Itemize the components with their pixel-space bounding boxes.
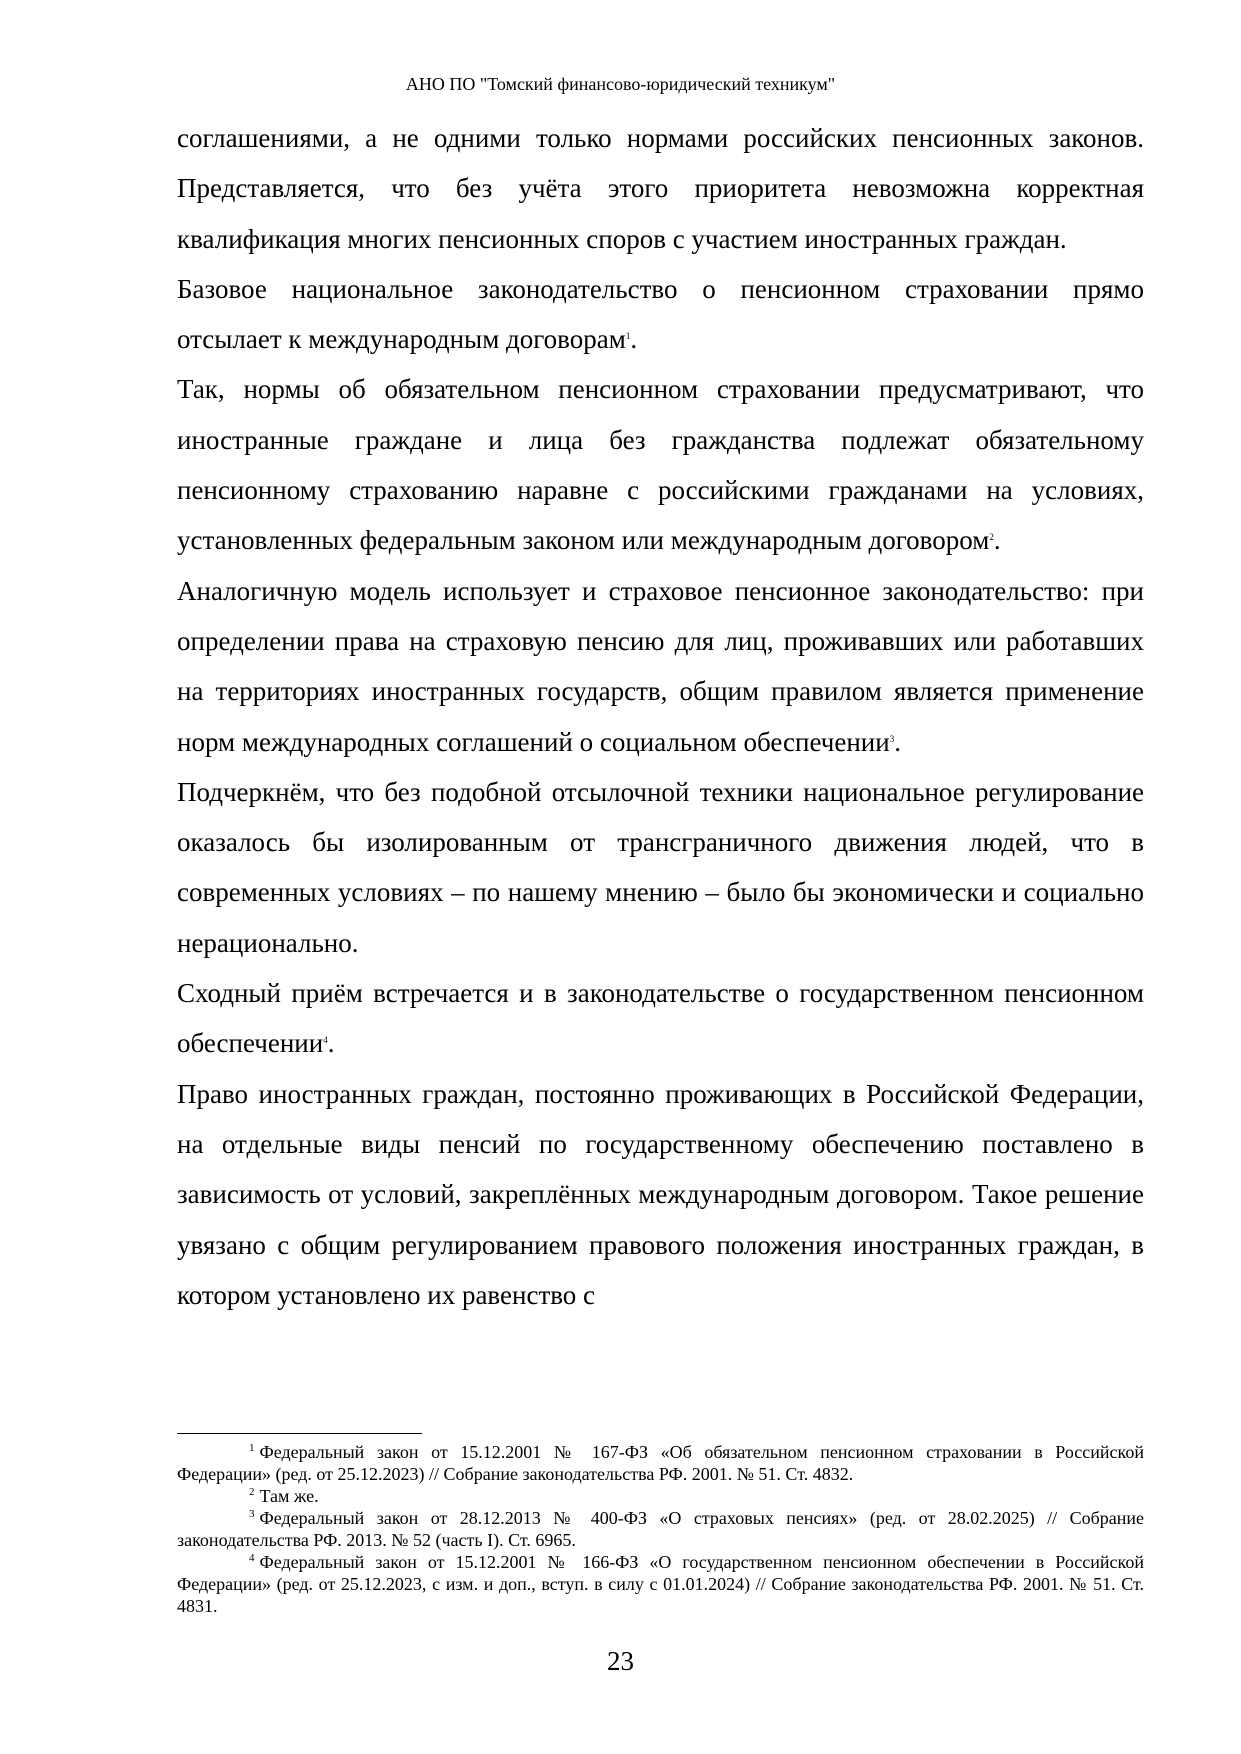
footnote-number: 2 [249,1486,255,1498]
footnote-number: 3 [249,1508,255,1520]
footnote-reference[interactable]: 3 [889,733,895,744]
footnote-number: 4 [249,1552,255,1564]
paragraph [177,566,1144,767]
footnote-text: Там же. [259,1486,319,1506]
paragraph-text: соглашениями, а не одними только нормами российских пенсионных законов. Представляется, что без учёта этого приоритета невозможна корректная квалификация многих пенсионных споров с участием иностранных граждан. [177,123,1144,254]
footnote [177,1441,1144,1485]
footnote-text: Федеральный закон от 28.12.2013 № 400-ФЗ «О страховых пенсиях» (ред. от 28.02.2025) // Собрание законодательства РФ. 2013. № 52 (часть I). Ст. 6965. [177,1508,1144,1550]
paragraph-text: Подчеркнём, что без подобной отсылочной техники национальное регулирование оказалось бы изолированным от трансграничного движения людей, что в современных условиях – по нашему мнению – было бы экономически и социально нерационально. [177,776,1144,958]
footnote [177,1485,1144,1507]
footnote-reference[interactable]: 1 [625,331,631,342]
paragraph-text: Право иностранных граждан, постоянно проживающих в Российской Федерации, на отдельные виды пенсий по государственному обеспечению поставлено в зависимость от условий, закреплённых международным договором. Такое решение увязано с общим регулированием правового положения иностранных граждан, в котором установлено их равенство с [177,1078,1144,1310]
footnote-text: Федеральный закон от 15.12.2001 № 166-ФЗ «О государственном пенсионном обеспечении в Российской Федерации» (ред. от 25.12.2023, с изм. и доп., вступ. в силу с 01.01.2024) // Собрание законодательства РФ. 2001. № 51. Ст. 4831. [177,1552,1144,1616]
footnote [177,1551,1144,1617]
footnote [177,1507,1144,1551]
paragraph-text: Аналогичную модель использует и страховое пенсионное законодательство: при определении права на страховую пенсию для лиц, проживавших или работавших на территориях иностранных государств, общим правилом является применение норм международных соглашений о социальном обеспечении [177,575,1144,757]
paragraph [177,968,1144,1069]
body-text [177,113,1144,1320]
paragraph [177,113,1144,264]
footnote-separator [177,1433,422,1434]
paragraph [177,364,1144,565]
footnote-number: 1 [249,1442,255,1454]
paragraph-text: Базовое национальное законодательство о пенсионном страховании прямо отсылает к международным договорам [177,273,1144,355]
footnote-reference[interactable]: 2 [989,532,994,543]
paragraph-text: Так, нормы об обязательном пенсионном страховании предусматривают, что иностранные граждане и лица без гражданства подлежат обязательному пенсионному страхованию наравне с российскими гражданами на условиях, установленных федеральным законом или международным договором [177,374,1144,556]
page-number: 23 [607,1646,634,1676]
footnote-reference[interactable]: 4 [323,1035,328,1046]
paragraph [177,767,1144,968]
paragraph [177,264,1144,365]
footnote-text: Федеральный закон от 15.12.2001 № 167-ФЗ «Об обязательном пенсионном страховании в Российской Федерации» (ред. от 25.12.2023) // Собрание законодательства РФ. 2001. № 51. Ст. 4832. [177,1442,1144,1484]
paragraph [177,1069,1144,1320]
paragraph-tail: . [894,726,901,757]
running-header: АНО ПО "Томский финансово-юридический техникум" [405,74,836,94]
paragraph-text: Сходный приём встречается и в законодательстве о государственном пенсионном обеспечении [177,978,1144,1059]
paragraph-tail: . [327,1028,335,1059]
paragraph-tail: . [993,525,1001,556]
paragraph-tail: . [630,324,638,355]
footnotes [177,1441,1144,1617]
